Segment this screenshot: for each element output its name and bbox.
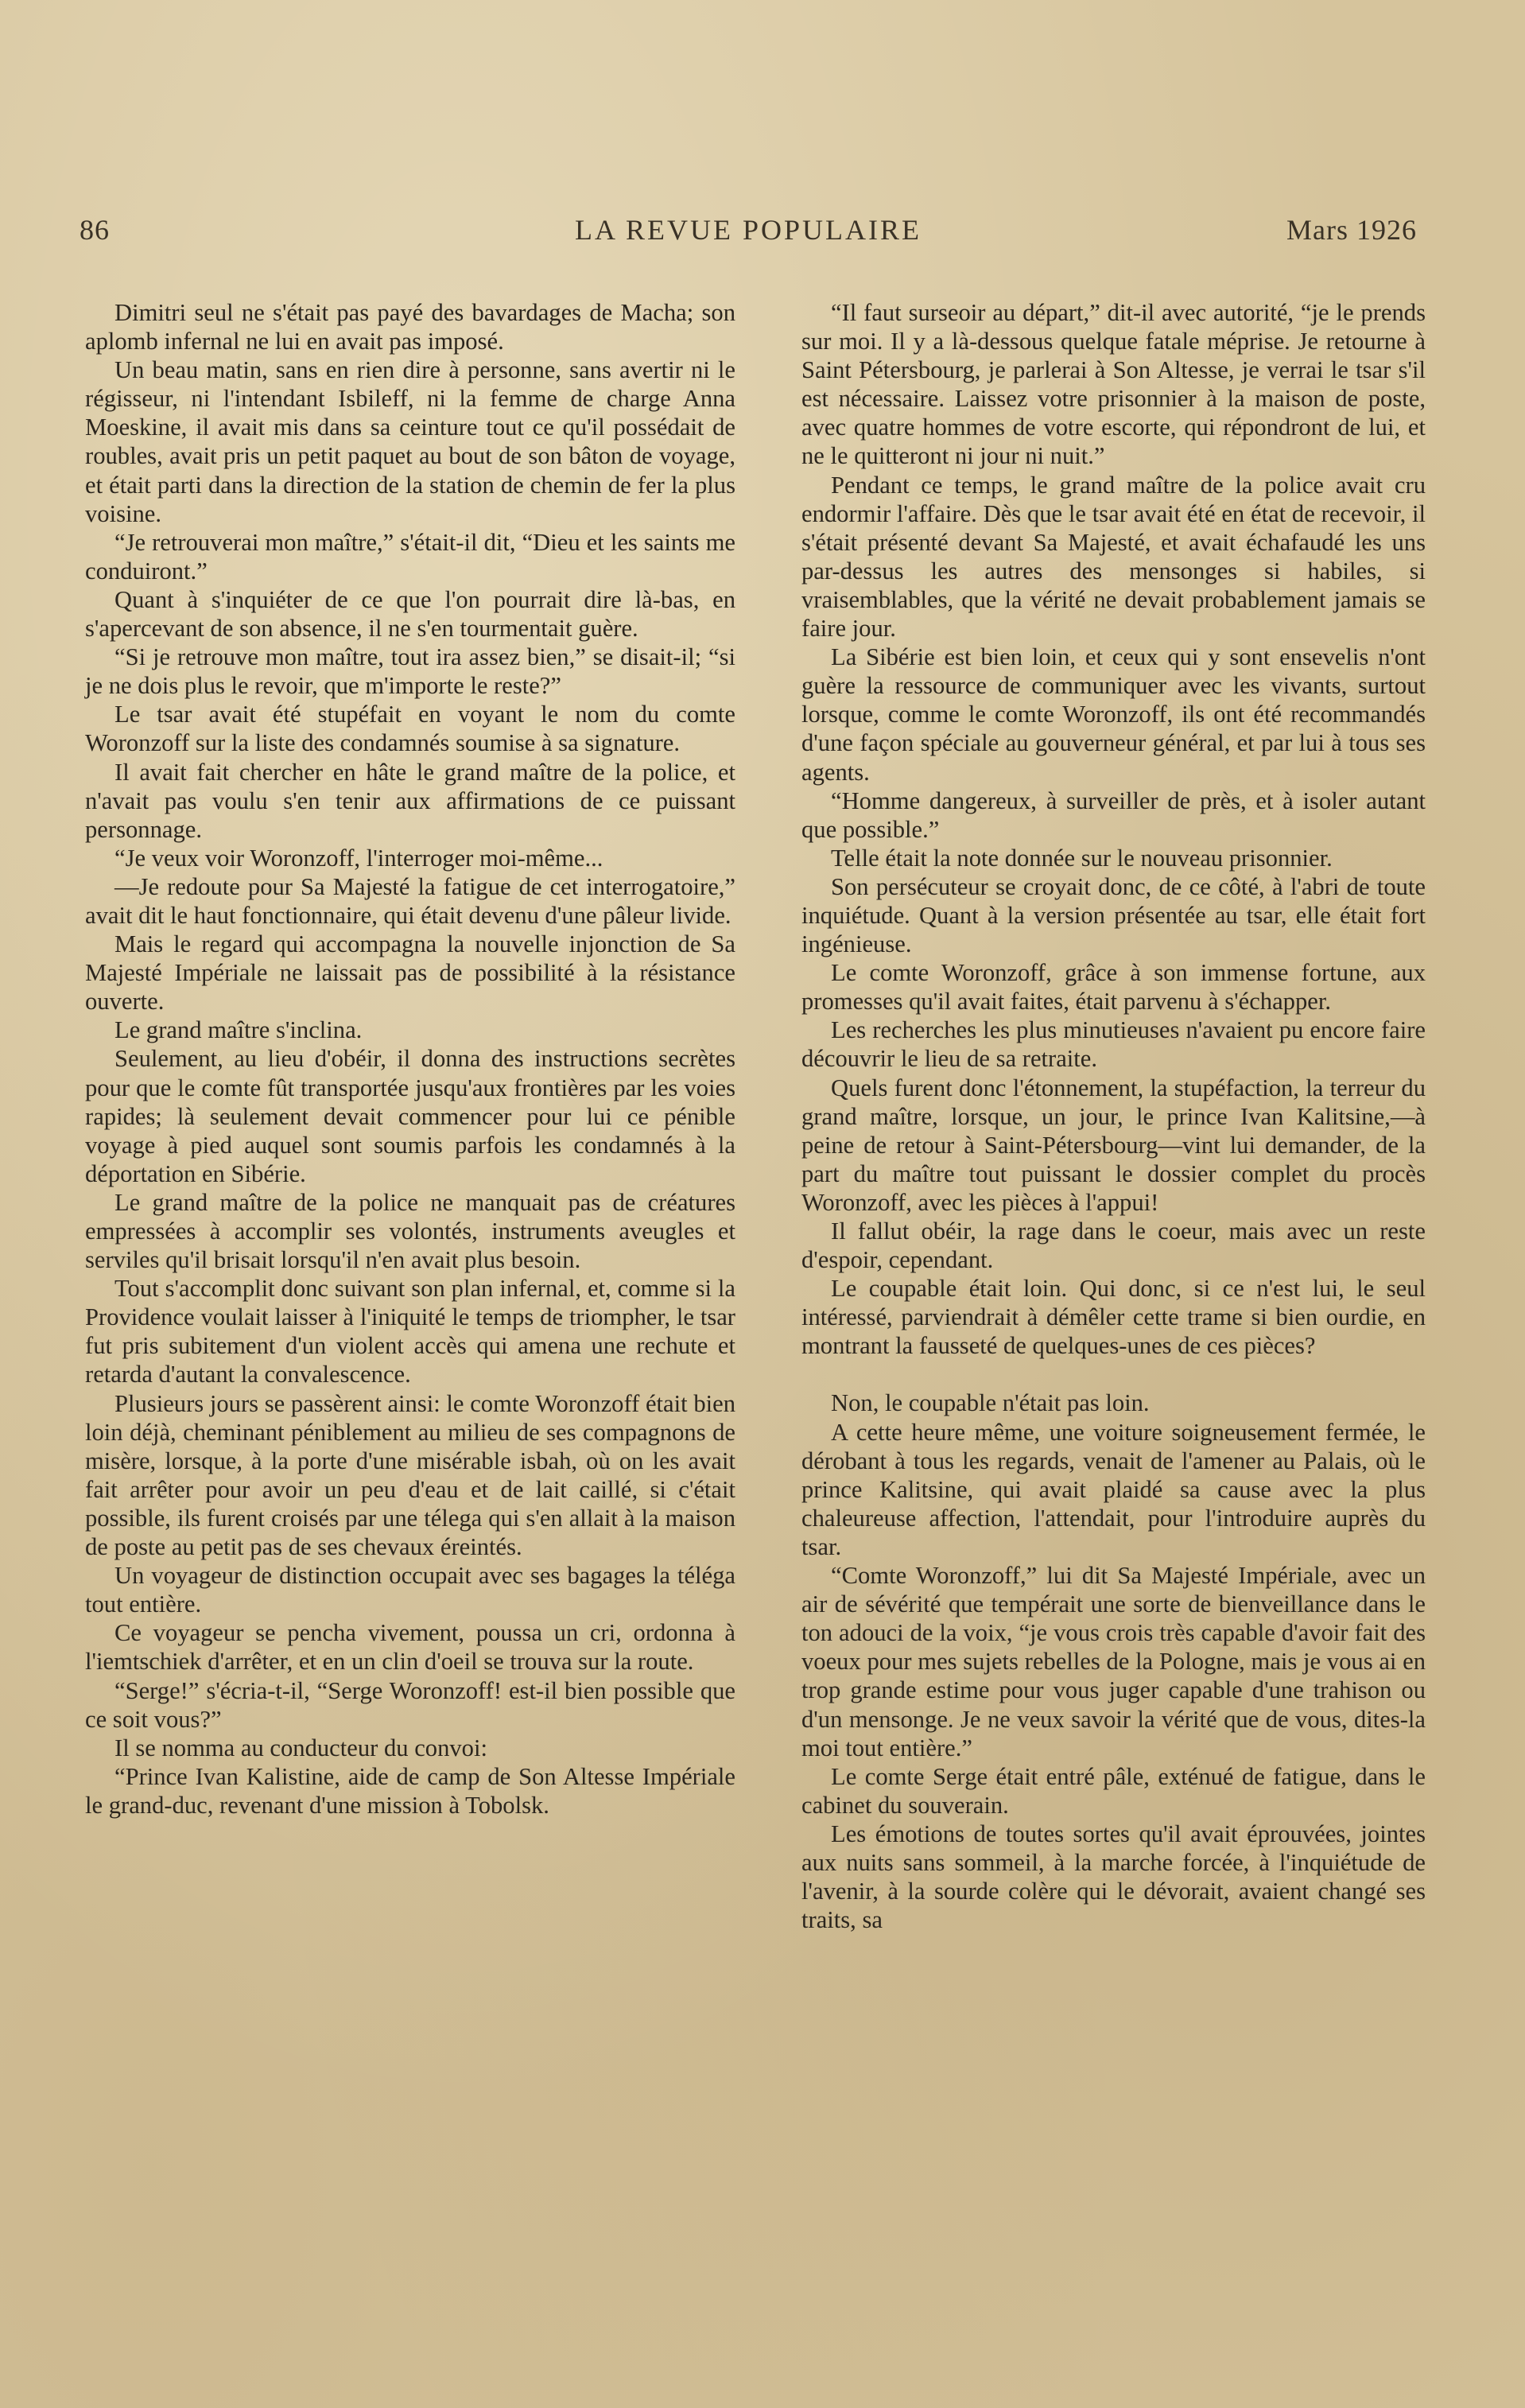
paragraph: Le comte Serge était entré pâle, exténué de fatigue, dans le cabinet du souverain. (801, 1762, 1426, 1819)
paragraph: Ce voyageur se pencha vivement, poussa un cri, ordonna à l'iemtschiek d'arrêter, et en un clin d'oeil se trouva sur la route. (85, 1619, 735, 1676)
running-header (80, 213, 1417, 253)
page-number: 86 (80, 214, 110, 246)
paragraph: “Je veux voir Woronzoff, l'interroger moi-même... (114, 844, 603, 872)
paragraph: Un beau matin, sans en rien dire à personne, sans avertir ni le régisseur, ni l'intendant Isbileff, ni la femme de charge Anna Moeskine, il avait mis dans sa ceinture tout ce qu'il possédait de roubles, avait pris un petit paquet au bout de son bâton de voyage, et était parti dans la direction de la station de chemin de fer la plus voisine. (85, 356, 735, 527)
paragraph: A cette heure même, une voiture soigneusement fermée, le dérobant à tous les regards, venait de l'amener au Palais, où le prince Kalitsine, qui avait plaidé sa cause avec la plus chaleureuse affection, l'attendait, pour l'introduire auprès du tsar. (801, 1418, 1426, 1560)
issue-date: Mars 1926 (1286, 214, 1417, 246)
paragraph: Dimitri seul ne s'était pas payé des bavardages de Macha; son aplomb infernal ne lui en avait pas imposé. (85, 299, 735, 355)
paragraph: “Prince Ivan Kalistine, aide de camp de Son Altesse Impériale le grand-duc, revenant d'une mission à Tobolsk. (85, 1762, 735, 1819)
paragraph: —Je redoute pour Sa Majesté la fatigue de cet interrogatoire,” avait dit le haut fonctionnaire, qui était devenu d'une pâleur livide. (85, 872, 735, 929)
paragraph: Le grand maître s'inclina. (114, 1016, 363, 1044)
paragraph: “Je retrouverai mon maître,” s'était-il dit, “Dieu et les saints me conduiront.” (85, 528, 735, 585)
paragraph: Telle était la note donnée sur le nouveau prisonnier. (831, 844, 1333, 872)
paragraph: Les émotions de toutes sortes qu'il avait éprouvées, jointes aux nuits sans sommeil, à la marche forcée, à l'inquiétude de l'avenir, à la sourde colère qui le dévorait, avaient changé ses traits, sa (801, 1820, 1426, 1934)
paragraph: Il fallut obéir, la rage dans le coeur, mais avec un reste d'espoir, cependant. (801, 1218, 1426, 1274)
paragraph: Le grand maître de la police ne manquait pas de créatures empressées à accomplir ses volontés, instruments aveugles et serviles qu'il brisait lorsqu'il n'en avait plus besoin. (85, 1188, 735, 1274)
publication-title: LA REVUE POPULAIRE (574, 214, 922, 246)
paragraph: Le tsar avait été stupéfait en voyant le nom du comte Woronzoff sur la liste des condamnés soumise à sa signature. (85, 701, 735, 757)
paragraph: Les recherches les plus minutieuses n'avaient pu encore faire découvrir le lieu de sa retraite. (801, 1016, 1426, 1073)
paragraph: Seulement, au lieu d'obéir, il donna des instructions secrètes pour que le comte fût transportée jusqu'aux frontières par les voies rapides; là seulement devait commencer pour lui ce pénible voyage à pied auquel sont soumis parfois les condamnés à la déportation en Sibérie. (85, 1045, 735, 1187)
paragraph: Il se nomma au conducteur du convoi: (114, 1734, 487, 1761)
paragraph: Un voyageur de distinction occupait avec ses bagages la téléga tout entière. (85, 1562, 735, 1618)
paragraph: Non, le coupable n'était pas loin. (831, 1389, 1150, 1417)
paragraph: Pendant ce temps, le grand maître de la police avait cru endormir l'affaire. Dès que le tsar avait été en état de recevoir, il s'était présenté devant Sa Majesté, et avait échafaudé les uns par-dessus les autres des mensonges si habiles, si vraisemblables, que la vérité ne devait probablement jamais se faire jour. (801, 471, 1426, 643)
paragraph: Tout s'accomplit donc suivant son plan infernal, et, comme si la Providence voulait laisser à l'iniquité le temps de triompher, le tsar fut pris subitement d'un violent accès qui amena une rechute et retarda d'autant la convalescence. (85, 1275, 735, 1388)
paragraph: Le coupable était loin. Qui donc, si ce n'est lui, le seul intéressé, parviendrait à démêler cette trame si bien ourdie, en montrant la fausseté de quelques-unes de ces pièces? (801, 1275, 1426, 1360)
paragraph: Le comte Woronzoff, grâce à son immense fortune, aux promesses qu'il avait faites, était parvenu à s'échapper. (801, 959, 1426, 1016)
right-column (801, 298, 1426, 1934)
paragraph: “Il faut surseoir au départ,” dit-il avec autorité, “je le prends sur moi. Il y a là-dessous quelque fatale méprise. Je retourne à Saint Pétersbourg, je parlerai à Son Altesse, je verrai le tsar s'il est nécessaire. Laissez votre prisonnier à la maison de poste, avec quatre hommes de votre escorte, qui répondront de lui, et ne le quitteront ni jour ni nuit.” (801, 299, 1426, 470)
paragraph: “Comte Woronzoff,” lui dit Sa Majesté Impériale, avec un air de sévérité que tempérait une sorte de bienveillance dans le ton adouci de la voix, “je vous crois très capable d'avoir fait des voeux pour mes sujets rebelles de la Pologne, mais je vous ai en trop grande estime pour vous juger capable d'une trahison ou d'un mensonge. Je ne veux savoir la vérité que de vous, dites-la moi tout entière.” (801, 1562, 1426, 1761)
paragraph: La Sibérie est bien loin, et ceux qui y sont ensevelis n'ont guère la ressource de communiquer avec les vivants, surtout lorsque, comme le comte Woronzoff, ils ont été recommandés d'une façon spéciale au gouverneur général, et par lui à tous ses agents. (801, 643, 1426, 786)
paragraph: Quels furent donc l'étonnement, la stupéfaction, la terreur du grand maître, lorsque, un jour, le prince Ivan Kalitsine,—à peine de retour à Saint-Pétersbourg—vint lui demander, de la part du maître tout puissant le dossier complet du procès Woronzoff, avec les pièces à l'appui! (801, 1074, 1426, 1216)
left-column (85, 298, 735, 1820)
paragraph: “Serge!” s'écria-t-il, “Serge Woronzoff! est-il bien possible que ce soit vous?” (85, 1676, 735, 1733)
paragraph: Quant à s'inquiéter de ce que l'on pourrait dire là-bas, en s'apercevant de son absence, il ne s'en tourmentait guère. (85, 585, 735, 643)
paragraph: Mais le regard qui accompagna la nouvelle injonction de Sa Majesté Impériale ne laissait pas de possibilité à la résistance ouverte. (85, 930, 735, 1016)
paragraph: Plusieurs jours se passèrent ainsi: le comte Woronzoff était bien loin déjà, cheminant péniblement au milieu de ses compagnons de misère, lorsque, à la porte d'une misérable isbah, où on les avait fait arrêter pour avoir un peu d'eau et de lait caillé, si c'était possible, ils furent croisés par une télega qui s'en allait à la maison de poste au petit pas de ses chevaux éreintés. (85, 1389, 735, 1561)
paragraph: Il avait fait chercher en hâte le grand maître de la police, et n'avait pas voulu s'en tenir aux affirmations de ce puissant personnage. (85, 758, 735, 843)
paragraph: “Homme dangereux, à surveiller de près, et à isoler autant que possible.” (801, 786, 1426, 843)
paragraph: “Si je retrouve mon maître, tout ira assez bien,” se disait-il; “si je ne dois plus le revoir, que m'importe le reste?” (85, 643, 735, 700)
paragraph: Son persécuteur se croyait donc, de ce côté, à l'abri de toute inquiétude. Quant à la version présentée au tsar, elle était fort ingénieuse. (801, 872, 1426, 958)
